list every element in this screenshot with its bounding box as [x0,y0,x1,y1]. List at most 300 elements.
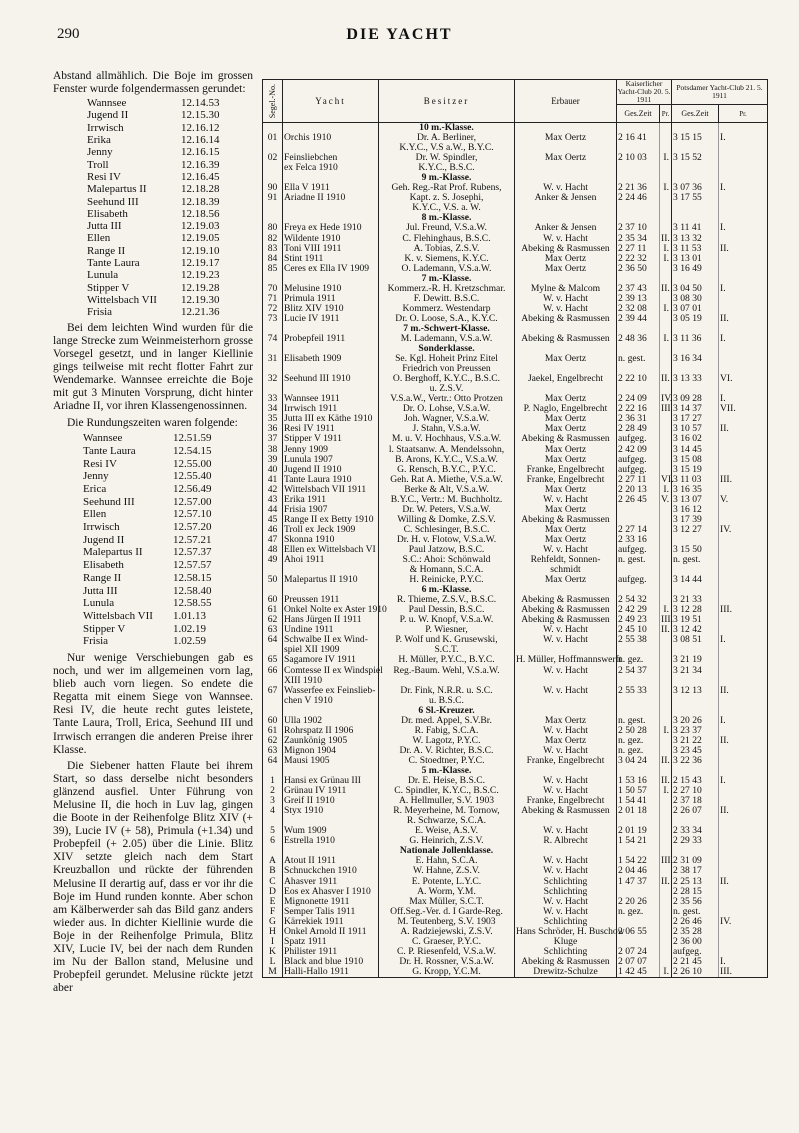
yacht-name: Jutta III ex Käthe 1910 [283,414,379,424]
builder: Abeking & Rasmussen [515,515,617,525]
table-row [263,193,768,203]
time-list-row [53,171,253,183]
sail-number: E [263,897,283,907]
time-list-row [53,534,253,547]
pyc-prize: I. [719,183,768,193]
pyc-prize [719,746,768,756]
kyc-prize [660,676,672,686]
pyc-prize: II. [719,877,768,887]
pyc-total-time: 3 15 08 [672,455,719,465]
builder: R. Albrecht [515,836,617,846]
builder: W. v. Hacht [515,666,617,676]
yacht-name: Troll [87,158,109,171]
yacht-name: Jutta III [83,584,118,597]
table-row [263,133,768,143]
pyc-prize [719,836,768,846]
paragraph-seven-class: Die Siebener hatten Flaute bei ihrem Start, so dass derselbe nicht besonders glänzend ausfiel. Unter Führung von Melusine II, die hoch in Luv lag, gingen die Boote in der Reihenfolge Blitz XIV (+ 39), Lucie IV (+ 58), Primula (+1.34) und Probepfeil (+ 2.05) über die Linie. Blitz XIV setzte gleich nach dem Start Kreuzballon und rückte der führenden Melusine II derartig auf, dass er vor ihr die Boje im Hund runden konnte. Aber schon am Kälberwerder sah das Bild ganz anders wieder aus. In dichter Kiellinie wurde die Boje in der Reihenfolge Primula, Blitz XIV, Lucie IV, bei der nach dem Runden im Nu der Ballon stand, Melusine und Probepfeil gerundet. Melusine rückte jetzt aber [53,759,253,995]
owner: K.Y.C., V.S a.W., B.Y.C. [379,143,515,153]
sail-number: 38 [263,445,283,455]
pyc-prize [719,324,768,334]
builder: Max Oertz [515,264,617,274]
kyc-total-time: 1 42 45 [617,967,660,978]
time-list-row [53,109,253,121]
yacht-name: Malepartus II 1910 [283,575,379,585]
pyc-prize: I. [719,716,768,726]
col-header-builder: Erbauer [515,80,617,123]
pyc-prize [719,826,768,836]
builder: W. v. Hacht [515,625,617,635]
kyc-total-time: n. gez. [617,907,660,917]
pyc-prize: IV. [719,525,768,535]
sail-number: 64 [263,635,283,645]
time-list-row [53,508,253,521]
pyc-prize: II. [719,736,768,746]
pyc-prize [719,565,768,575]
yacht-name: Lucie IV 1911 [283,314,379,324]
builder: W. v. Hacht [515,495,617,505]
kyc-prize [660,264,672,274]
pyc-total-time: 2 21 45 [672,957,719,967]
yacht-name: Estrella 1910 [283,836,379,846]
builder: H. Müller, Hoffmannswerft [516,654,622,666]
kyc-prize [660,525,672,535]
kyc-total-time: 2 54 32 [617,595,660,605]
kyc-prize: III. [661,614,673,626]
pyc-total-time: 3 05 19 [672,314,719,324]
yacht-name: Grünau IV 1911 [283,786,379,796]
builder: Max Oertz [515,153,617,163]
owner: Friedrich von Preussen [379,364,515,374]
col-header-pyc: Potsdamer Yacht-Club 21. 5. 1911 [672,80,768,105]
owner: O. Lademann, V.S.a.W. [379,264,515,274]
yacht-name: Rohrspatz II 1906 [283,726,379,736]
owner: C. Spindler, K.Y.C., B.S.C. [379,786,515,796]
builder: Abeking & Rasmussen [515,244,617,254]
kyc-prize [660,455,672,465]
rounding-time: 12.16.39 [181,158,220,171]
kyc-total-time: 2 07 07 [617,957,660,967]
yacht-name: Ceres ex Ella IV 1909 [283,264,379,274]
pyc-prize: I. [719,776,768,786]
yacht-name: Mignon 1904 [283,746,379,756]
kyc-prize: I. [660,334,672,344]
sail-number: 74 [263,334,283,344]
owner: Kommerz. Westendarp [379,304,515,314]
pyc-prize: I. [719,223,768,233]
builder: W. v. Hacht [515,907,617,917]
owner: Dr. A. Berliner, [379,133,515,143]
pyc-total-time: 2 26 46 [672,917,719,927]
sail-number: 33 [263,394,283,404]
kyc-total-time: 2 04 46 [617,866,660,876]
table-row [263,223,768,233]
owner: J. Stahn, V.S.a.W. [379,424,515,434]
owner: u. Z.S.V. [379,384,515,394]
sail-number: 41 [263,475,283,485]
pyc-prize: I. [719,284,768,294]
sail-number: 46 [263,525,283,535]
time-list-row [53,183,253,195]
rounding-time: 12.19.28 [181,281,220,294]
yacht-name: Stipper V [83,622,126,635]
owner: M. u. V. Hochhaus, V.S.a.W. [379,434,515,444]
yacht-name: Ellen [83,508,107,521]
rounding-time: 12.56.49 [173,483,212,496]
yacht-name: Zaunkönig 1905 [283,736,379,746]
builder: Schlichting [515,877,617,887]
pyc-total-time: 3 11 36 [672,334,719,344]
yacht-name: Probepfeil 1911 [283,334,379,344]
builder: Abeking & Rasmussen [515,605,617,615]
pyc-prize [719,856,768,866]
yacht-name: Wannsee 1911 [283,394,379,404]
sail-number: 70 [263,284,283,294]
pyc-total-time: 3 16 35 [672,485,719,495]
kyc-total-time [617,696,660,706]
kyc-prize [660,515,672,525]
pyc-prize [719,545,768,555]
sail-number: 63 [263,625,283,635]
pyc-total-time: 3 04 50 [672,284,719,294]
builder: Max Oertz [515,505,617,515]
pyc-total-time: 2 37 18 [672,796,719,806]
kyc-total-time: 2 36 31 [617,414,660,424]
owner: 8 m.-Klasse. [379,213,515,223]
kyc-total-time: 1 54 22 [617,856,660,866]
time-list-row [53,245,253,257]
owner: C. Schlesinger, B.S.C. [379,525,515,535]
pyc-prize [719,163,768,173]
yacht-name: Halli-Hallo 1911 [283,967,379,978]
time-list-row [53,432,253,445]
table-row [263,555,768,565]
owner: Paul Jatzow, B.S.C. [379,545,515,555]
owner: A. Tobias, Z.S.V. [379,244,515,254]
rounding-time: 12.57.21 [173,533,212,546]
sail-number: 35 [263,414,283,424]
builder: W. v. Hacht [515,746,617,756]
pyc-prize [719,846,768,856]
yacht-name: Hansi ex Grünau III [283,776,379,786]
rounding-time: 12.19.17 [181,257,220,270]
builder: W. v. Hacht [515,686,617,696]
owner: Geh. Rat A. Miethe, V.S.a.W. [379,475,515,485]
kyc-total-time [617,203,660,213]
time-list-row [53,220,253,232]
kyc-total-time: 2 39 44 [617,314,660,324]
pyc-total-time: aufgeg. [672,947,719,957]
rounding-time: 12.57.00 [173,495,212,508]
kyc-prize [660,947,672,957]
builder: Hans Schröder, H. Buschow [516,925,625,937]
yacht-name: Atout II 1911 [283,856,379,866]
pyc-prize: III. [719,605,768,615]
pyc-prize [719,505,768,515]
owner: l. Staatsanw. A. Mendelssohn, [379,445,515,455]
rounding-time: 12.16.14 [181,134,220,147]
pyc-prize [719,384,768,394]
col-header-kyc: Kaiserlicher Yacht-Club 20. 5. 1911 [617,79,671,104]
kyc-prize [660,445,672,455]
rounding-time: 12.58.40 [173,584,212,597]
rounding-time: 12.19.10 [181,244,220,257]
kyc-prize [660,505,672,515]
kyc-total-time: 2 42 29 [617,605,660,615]
kyc-total-time: 1 54 41 [617,796,660,806]
pyc-prize [719,816,768,826]
kyc-total-time: 1 54 21 [617,836,660,846]
sail-number: 91 [263,193,283,203]
yacht-name: Philister 1911 [283,947,379,957]
kyc-prize [660,585,672,595]
yacht-name: Onkel Arnold II 1911 [283,927,379,937]
pyc-total-time: 3 23 45 [672,746,719,756]
pyc-total-time: 2 36 00 [672,937,719,947]
pyc-total-time: 3 15 50 [672,545,719,555]
yacht-name: Stipper V 1911 [283,434,379,444]
table-row [263,203,768,213]
pyc-total-time: 3 11 53 [672,244,719,254]
kyc-prize: III. [661,855,673,867]
kyc-total-time: 2 37 43 [617,284,660,294]
owner: G. Kropp, Y.C.M. [379,967,515,978]
pyc-total-time: 2 33 34 [672,826,719,836]
owner: M. Lademann, V.S.a.W. [379,334,515,344]
kyc-total-time: aufgeg. [617,545,660,555]
sail-number: 60 [263,716,283,726]
sail-number: 02 [263,153,283,163]
pyc-total-time: 2 15 43 [672,776,719,786]
table-row [263,806,768,816]
builder: Abeking & Rasmussen [515,595,617,605]
builder: Max Oertz [515,575,617,585]
sail-number: C [263,877,283,887]
yacht-name: Irrwisch [83,521,120,534]
kyc-prize: II. [661,282,670,294]
table-row [263,153,768,163]
sail-number: 42 [263,485,283,495]
yacht-name: Range II ex Betty 1910 [283,515,379,525]
owner: 7 m.-Klasse. [379,274,515,284]
kyc-prize [660,575,672,585]
table-row [263,575,768,585]
rounding-time: 12.14.53 [181,97,220,110]
owner: Dr. O. Loose, S.A., K.Y.C. [379,314,515,324]
builder: Franke, Engelbrecht [515,796,617,806]
sail-number: 90 [263,183,283,193]
pyc-prize [719,575,768,585]
kyc-prize [660,203,672,213]
owner: B. Arons, K.Y.C., V.S.a.W. [379,455,515,465]
paragraph-rounding: Die Rundungszeiten waren folgende: [67,417,238,430]
owner: P. Wolf und K. Grusewski, [379,635,515,645]
owner: 10 m.-Klasse. [379,123,515,134]
yacht-name: Jugend II [83,533,125,546]
rounding-time: 12.18.28 [181,183,220,196]
owner: Se. Kgl. Hoheit Prinz Eitel [379,354,515,364]
table-row [263,686,768,696]
kyc-prize [660,555,672,565]
pyc-total-time: 2 35 56 [672,897,719,907]
yacht-name: Troll ex Jeck 1909 [283,525,379,535]
yacht-name: Jutta III [87,220,122,233]
kyc-total-time: 2 55 33 [617,686,660,696]
sail-number: 1 [263,776,283,786]
builder: W. v. Hacht [515,897,617,907]
sail-number: 40 [263,465,283,475]
yacht-name: Erica [83,483,107,496]
time-list-row [53,282,253,294]
kyc-prize [660,565,672,575]
builder [515,163,617,173]
pyc-prize [719,264,768,274]
owner: A. Worm, Y.M. [379,887,515,897]
yacht-name: Resi IV [83,457,117,470]
yacht-name: Seehund III [83,495,135,508]
owner: Berke & Alt, V.S.a.W. [379,485,515,495]
pyc-prize: VI. [719,374,768,384]
pyc-prize [719,947,768,957]
yacht-name: Elisabeth [83,559,124,572]
table-row [263,374,768,384]
page-header [0,26,799,50]
pyc-prize [719,666,768,676]
owner: Reg.-Baum. Wehl, V.S.a.W. [379,666,515,676]
kyc-prize [660,545,672,555]
pyc-total-time: 3 21 33 [672,595,719,605]
owner: E. Potente, L.Y.C. [379,877,515,887]
builder: Abeking & Rasmussen [515,434,617,444]
kyc-prize: I. [660,244,672,254]
yacht-name: Ellen ex Wittelsbach VI [283,545,379,555]
builder: Drewitz-Schulze [515,967,617,978]
time-list-row [53,483,253,496]
owner: Geh. Reg.-Rat Prof. Rubens, [379,183,515,193]
kyc-total-time: 2 35 34 [617,234,660,244]
owner: S.C.T. [379,645,515,655]
yacht-name: Seehund III [87,195,139,208]
kyc-prize: I. [660,605,672,615]
sail-number: 82 [263,234,283,244]
rounding-times-list-1 [53,97,253,318]
kyc-prize [660,826,672,836]
rounding-time: 12.15.30 [181,109,220,122]
pyc-total-time: 3 13 33 [672,374,719,384]
yacht-name: Skonna 1910 [283,535,379,545]
rounding-time: 12.57.10 [173,508,212,521]
yacht-name: Preussen 1911 [283,595,379,605]
table-row [263,163,768,173]
builder: Max Oertz [515,354,617,364]
owner: Kapt. z. S. Josephi, [379,193,515,203]
results-table-body [263,123,768,978]
kyc-total-time: 2 55 38 [617,635,660,645]
builder: W. v. Hacht [515,304,617,314]
yacht-name: Stipper V [87,281,130,294]
kyc-total-time: 2 20 26 [617,897,660,907]
col-header-yacht: Yacht [283,80,379,123]
yacht-name: Stint 1911 [283,254,379,264]
pyc-total-time: 3 15 15 [672,133,719,143]
owner: K. v. Siemens, K.Y.C. [379,254,515,264]
pyc-total-time: 3 12 13 [672,686,719,696]
kyc-total-time: 2 22 32 [617,254,660,264]
rounding-time: 12.57.57 [173,559,212,572]
pyc-prize [719,897,768,907]
kyc-prize: III [661,403,671,415]
col-header-owner: Besitzer [379,80,515,123]
builder: Max Oertz [515,485,617,495]
kyc-prize: I. [660,183,672,193]
yacht-name: Wittelsbach VII [87,293,157,306]
yacht-name: Wum 1909 [283,826,379,836]
pyc-total-time: 3 21 34 [672,666,719,676]
table-row [263,264,768,274]
yacht-name: Jugend II [87,109,129,122]
pyc-total-time: 3 20 26 [672,716,719,726]
sail-number: 2 [263,786,283,796]
pyc-prize [719,927,768,937]
yacht-name: Toni VIII 1911 [283,244,379,254]
owner: Dr. W. Spindler, [379,153,515,163]
sail-number: M [263,967,283,978]
sail-number: A [263,856,283,866]
pyc-prize [719,645,768,655]
kyc-total-time: 2 50 28 [617,726,660,736]
kyc-total-time: 2 32 08 [617,304,660,314]
builder: Abeking & Rasmussen [515,314,617,324]
builder: Abeking & Rasmussen [515,334,617,344]
time-list-row [53,445,253,458]
owner: E. Weise, A.S.V. [379,826,515,836]
sail-number [263,163,283,173]
kyc-total-time: 2 10 03 [617,153,660,163]
pyc-prize: III. [719,967,768,978]
rounding-time: 1.02.19 [173,622,206,635]
kyc-total-time: 2 45 10 [617,625,660,635]
table-row [263,314,768,324]
paragraph-result: Nur wenige Verschiebungen gab es noch, und wer im allgemeinen vorn lag, blieb auch vorn liegen. So endete die Regatta mit einem Siege von Wannsee. Resi IV, die heute recht gutes leistete, Tante Laura, Troll, Erica, Seehund III und Irrwisch errangen die anderen Preise ihrer Klasse. [53,651,253,756]
kyc-total-time: 2 16 41 [617,133,660,143]
builder: schmidt [515,565,617,575]
builder: Schlichting [515,887,617,897]
pyc-total-time: 3 19 51 [672,615,719,625]
yacht-name: Mausi 1905 [283,756,379,766]
pyc-total-time: 2 26 07 [672,806,719,816]
builder: W. v. Hacht [515,856,617,866]
yacht-name: Orchis 1910 [283,133,379,143]
pyc-total-time: 3 09 28 [672,394,719,404]
kyc-prize: I. [660,967,672,978]
col-header-kyc-time: Ges.Zeit [617,105,660,123]
yacht-name: Blitz XIV 1910 [283,304,379,314]
pyc-total-time: 3 21 22 [672,736,719,746]
pyc-prize [719,213,768,223]
yacht-name: chen V 1910 [283,696,379,706]
kyc-total-time: 2 54 37 [617,666,660,676]
kyc-total-time: 2 27 14 [617,525,660,535]
kyc-prize [660,414,672,424]
owner: E. Hahn, S.C.A. [379,856,515,866]
kyc-total-time: 1 47 37 [617,877,660,887]
yacht-name: Onkel Nolte ex Aster 1910 [284,604,387,616]
kyc-total-time: 2 36 50 [617,264,660,274]
pyc-prize [719,866,768,876]
kyc-total-time: 2 37 10 [617,223,660,233]
kyc-total-time: 2 39 13 [617,294,660,304]
sail-number: 3 [263,796,283,806]
kyc-prize [660,937,672,947]
